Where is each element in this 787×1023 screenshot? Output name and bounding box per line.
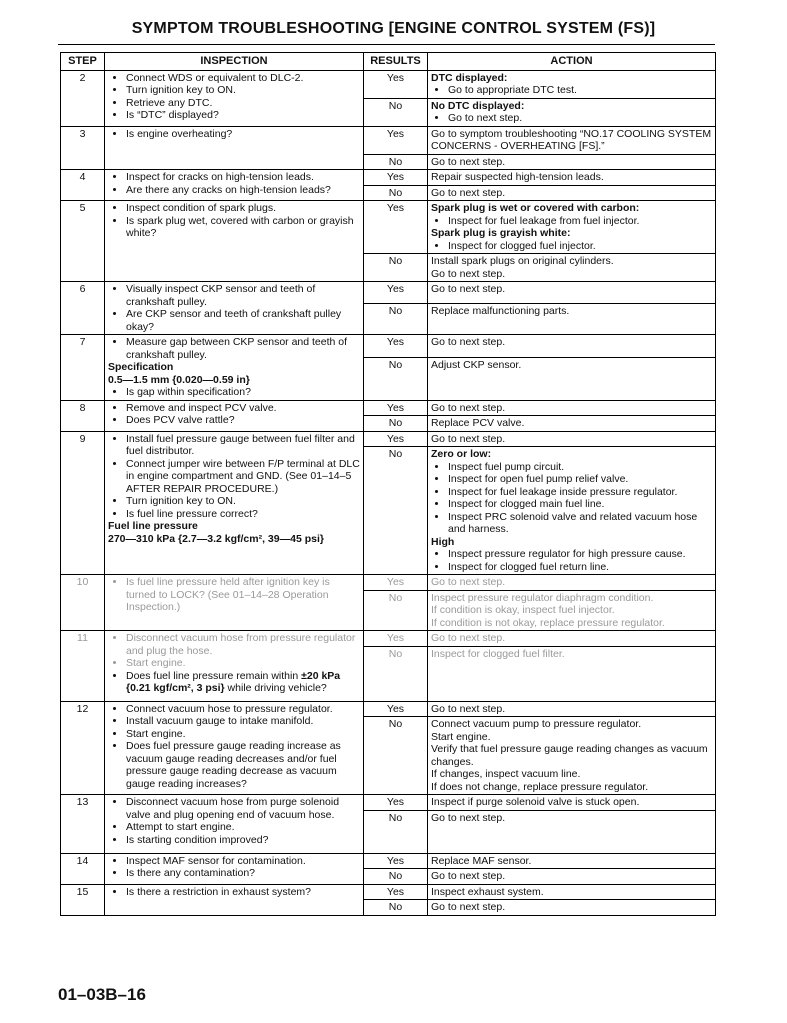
spec-value: 0.5—1.5 mm {0.020—0.59 in} (108, 373, 250, 386)
action-cell: Inspect for clogged fuel filter. (428, 646, 716, 701)
inspection-cell (105, 201, 364, 282)
action-cell: Go to symptom troubleshooting “NO.17 COOLING SYSTEM CONCERNS - OVERHEATING [FS].” (428, 126, 716, 154)
action-cell (428, 201, 716, 254)
result-no: No (364, 98, 428, 126)
inspection-item: • Is engine overheating? (126, 128, 360, 141)
action-cell: Go to next step. (428, 631, 716, 647)
inspection-item: • Disconnect vacuum hose from pressure regulator and plug the hose. (126, 632, 360, 657)
result-no: No (364, 810, 428, 853)
step-number: 10 (61, 575, 105, 631)
inspection-item: • Connect vacuum hose to pressure regulator. (126, 703, 360, 716)
action-heading: DTC displayed: (431, 71, 508, 84)
inspection-item: • Remove and inspect PCV valve. (126, 402, 360, 415)
result-yes: Yes (364, 431, 428, 447)
action-cell: Go to next step. (428, 900, 716, 916)
inspection-item: • Connect WDS or equivalent to DLC-2. (126, 72, 360, 85)
inspection-item: • Is fuel line pressure correct? (126, 508, 360, 521)
inspection-item: • Turn ignition key to ON. (126, 495, 360, 508)
result-yes: Yes (364, 795, 428, 811)
table-row (61, 170, 716, 186)
action-cell: Inspect if purge solenoid valve is stuck open. (428, 795, 716, 811)
result-no: No (364, 357, 428, 400)
inspection-item: • Does PCV valve rattle? (126, 414, 360, 427)
inspection-cell (105, 70, 364, 126)
result-no: No (364, 416, 428, 432)
step-number: 5 (61, 201, 105, 282)
inspection-item: • Disconnect vacuum hose from purge solenoid valve and plug opening end of vacuum hose. (126, 796, 360, 821)
result-no: No (364, 646, 428, 701)
inspection-cell (105, 701, 364, 795)
inspection-cell (105, 795, 364, 854)
action-cell (428, 590, 716, 631)
inspection-item: • Is “DTC” displayed? (126, 109, 360, 122)
action-item: • Inspect for fuel leakage inside pressure regulator. (448, 486, 712, 499)
inspection-item: • Are CKP sensor and teeth of crankshaft pulley okay? (126, 308, 360, 333)
result-yes: Yes (364, 884, 428, 900)
action-item: • Inspect for clogged fuel injector. (448, 240, 712, 253)
table-row (61, 795, 716, 811)
step-number: 12 (61, 701, 105, 795)
action-cell: Go to next step. (428, 810, 716, 853)
result-yes: Yes (364, 170, 428, 186)
result-yes: Yes (364, 126, 428, 154)
inspection-text: Does fuel line pressure remain within (126, 669, 302, 682)
result-yes: Yes (364, 201, 428, 254)
table-row (61, 70, 716, 98)
inspection-item: • Is starting condition improved? (126, 834, 360, 847)
action-heading: Spark plug is grayish white: (431, 227, 571, 239)
action-cell: Inspect exhaust system. (428, 884, 716, 900)
action-line: Connect vacuum pump to pressure regulator. (431, 718, 642, 730)
title-rule (58, 44, 715, 45)
inspection-item: • Are there any cracks on high-tension leads? (126, 184, 360, 197)
action-line: Install spark plugs on original cylinders. (431, 255, 614, 267)
inspection-item: • Is there a restriction in exhaust system? (126, 886, 360, 899)
header-results: RESULTS (364, 53, 428, 71)
action-line: If changes, inspect vacuum line. (431, 768, 581, 780)
table-row (61, 201, 716, 254)
result-no: No (364, 590, 428, 631)
inspection-item: • Start engine. (126, 728, 360, 741)
step-number: 8 (61, 400, 105, 431)
inspection-cell (105, 170, 364, 201)
header-row (61, 53, 716, 71)
action-line: If does not change, replace pressure regulator. (431, 780, 649, 793)
action-cell (428, 254, 716, 282)
inspection-item: • Attempt to start engine. (126, 821, 360, 834)
action-line: Inspect pressure regulator diaphragm condition. (431, 591, 654, 604)
action-cell: Go to next step. (428, 431, 716, 447)
step-number: 4 (61, 170, 105, 201)
header-inspection: INSPECTION (105, 53, 364, 71)
result-no: No (364, 900, 428, 916)
action-heading: Spark plug is wet or covered with carbon: (431, 202, 640, 214)
action-cell: Go to next step. (428, 869, 716, 885)
inspection-item: • Is spark plug wet, covered with carbon or grayish white? (126, 215, 360, 240)
action-item: • Inspect for clogged main fuel line. (448, 498, 712, 511)
action-heading: High (431, 535, 455, 548)
action-cell: Go to next step. (428, 400, 716, 416)
inspection-cell (105, 282, 364, 335)
inspection-item: • Measure gap between CKP sensor and teeth of crankshaft pulley. (126, 336, 360, 361)
result-no: No (364, 447, 428, 575)
action-item: • Inspect for clogged fuel return line. (448, 561, 712, 574)
inspection-item: • Connect jumper wire between F/P terminal at DLC in engine compartment and GND. (See 01–14–5 AFTER REPAIR PROCEDURE.) (126, 458, 360, 496)
result-yes: Yes (364, 701, 428, 717)
spec-label: Fuel line pressure (108, 520, 198, 532)
result-no: No (364, 254, 428, 282)
step-number: 9 (61, 431, 105, 575)
inspection-text: while driving vehicle? (224, 682, 327, 694)
result-no: No (364, 304, 428, 335)
action-cell: Replace malfunctioning parts. (428, 304, 716, 335)
inspection-item: • Visually inspect CKP sensor and teeth of crankshaft pulley. (126, 283, 360, 308)
inspection-item: • Retrieve any DTC. (126, 97, 360, 110)
action-item: • Inspect for fuel leakage from fuel injector. (448, 215, 712, 228)
action-cell (428, 447, 716, 575)
inspection-cell (105, 853, 364, 884)
table-row (61, 126, 716, 154)
result-yes: Yes (364, 282, 428, 304)
result-yes: Yes (364, 631, 428, 647)
result-yes: Yes (364, 335, 428, 358)
action-cell (428, 98, 716, 126)
troubleshooting-table (60, 52, 716, 916)
step-number: 15 (61, 884, 105, 915)
action-cell: Go to next step. (428, 185, 716, 201)
action-cell: Go to next step. (428, 282, 716, 304)
action-cell: Go to next step. (428, 575, 716, 591)
step-number: 6 (61, 282, 105, 335)
action-cell: Replace PCV valve. (428, 416, 716, 432)
result-no: No (364, 185, 428, 201)
inspection-cell (105, 335, 364, 401)
table-row (61, 282, 716, 304)
table-row (61, 701, 716, 717)
action-cell (428, 717, 716, 795)
action-heading: Zero or low: (431, 448, 492, 460)
inspection-cell (105, 400, 364, 431)
action-item: • Inspect PRC solenoid valve and related vacuum hose and harness. (448, 511, 712, 536)
table-row (61, 631, 716, 647)
action-cell: Replace MAF sensor. (428, 853, 716, 869)
action-line: If condition is okay, inspect fuel injector. (431, 604, 615, 616)
result-no: No (364, 154, 428, 170)
action-line: Verify that fuel pressure gauge reading changes as vacuum changes. (431, 743, 708, 768)
page-number: 01–03B–16 (58, 985, 146, 1004)
table-row (61, 431, 716, 447)
action-cell (428, 70, 716, 98)
step-number: 7 (61, 335, 105, 401)
inspection-item (126, 670, 360, 695)
page-title: SYMPTOM TROUBLESHOOTING [ENGINE CONTROL SYSTEM (FS)] (131, 20, 656, 37)
result-yes: Yes (364, 70, 428, 98)
table-row (61, 335, 716, 358)
pressure-spec: ±20 kPa {0.21 kgf/cm², 3 psi} (126, 669, 341, 694)
inspection-item: • Inspect condition of spark plugs. (126, 202, 360, 215)
inspection-item: • Does fuel pressure gauge reading increase as vacuum gauge reading decreases and/or fuel pressure gauge reading decrease as vacuum gauge reading increases? (126, 740, 360, 790)
inspection-item: • Inspect MAF sensor for contamination. (126, 855, 360, 868)
spec-value: 270—310 kPa {2.7—3.2 kgf/cm², 39—45 psi} (108, 532, 324, 545)
action-cell: Repair suspected high-tension leads. (428, 170, 716, 186)
result-no: No (364, 869, 428, 885)
action-line: Start engine. (431, 730, 491, 743)
header-action: ACTION (428, 53, 716, 71)
table-row (61, 853, 716, 869)
inspection-cell (105, 575, 364, 631)
table-row (61, 884, 716, 900)
action-cell: Go to next step. (428, 154, 716, 170)
result-yes: Yes (364, 575, 428, 591)
inspection-item: • Install vacuum gauge to intake manifold. (126, 715, 360, 728)
inspection-cell (105, 431, 364, 575)
inspection-item: • Is gap within specification? (126, 386, 360, 399)
inspection-item: • Turn ignition key to ON. (126, 84, 360, 97)
header-step: STEP (61, 53, 105, 71)
step-number: 3 (61, 126, 105, 170)
step-number: 13 (61, 795, 105, 854)
action-item: • Inspect for open fuel pump relief valve. (448, 473, 712, 486)
action-cell: Go to next step. (428, 701, 716, 717)
step-number: 14 (61, 853, 105, 884)
inspection-item: • Is fuel line pressure held after ignition key is turned to LOCK? (See 01–14–28 Operation Inspection.) (126, 576, 360, 614)
table-row (61, 400, 716, 416)
inspection-cell (105, 884, 364, 915)
step-number: 2 (61, 70, 105, 126)
table-row (61, 575, 716, 591)
result-yes: Yes (364, 400, 428, 416)
action-item: • Go to appropriate DTC test. (448, 84, 712, 97)
action-cell: Go to next step. (428, 335, 716, 358)
inspection-cell (105, 126, 364, 170)
action-heading: No DTC displayed: (431, 99, 525, 112)
spec-label: Specification (108, 361, 174, 373)
result-yes: Yes (364, 853, 428, 869)
inspection-item: • Is there any contamination? (126, 867, 360, 880)
inspection-item: • Install fuel pressure gauge between fuel filter and fuel distributor. (126, 433, 360, 458)
inspection-cell (105, 631, 364, 702)
result-no: No (364, 717, 428, 795)
inspection-item: • Inspect for cracks on high-tension leads. (126, 171, 360, 184)
action-item: • Inspect fuel pump circuit. (448, 461, 712, 474)
action-cell: Adjust CKP sensor. (428, 357, 716, 400)
step-number: 11 (61, 631, 105, 702)
action-line: If condition is not okay, replace pressure regulator. (431, 616, 665, 629)
inspection-item: • Start engine. (126, 657, 360, 670)
action-item: • Go to next step. (448, 112, 712, 125)
action-item: • Inspect pressure regulator for high pressure cause. (448, 548, 712, 561)
action-line: Go to next step. (431, 267, 506, 280)
